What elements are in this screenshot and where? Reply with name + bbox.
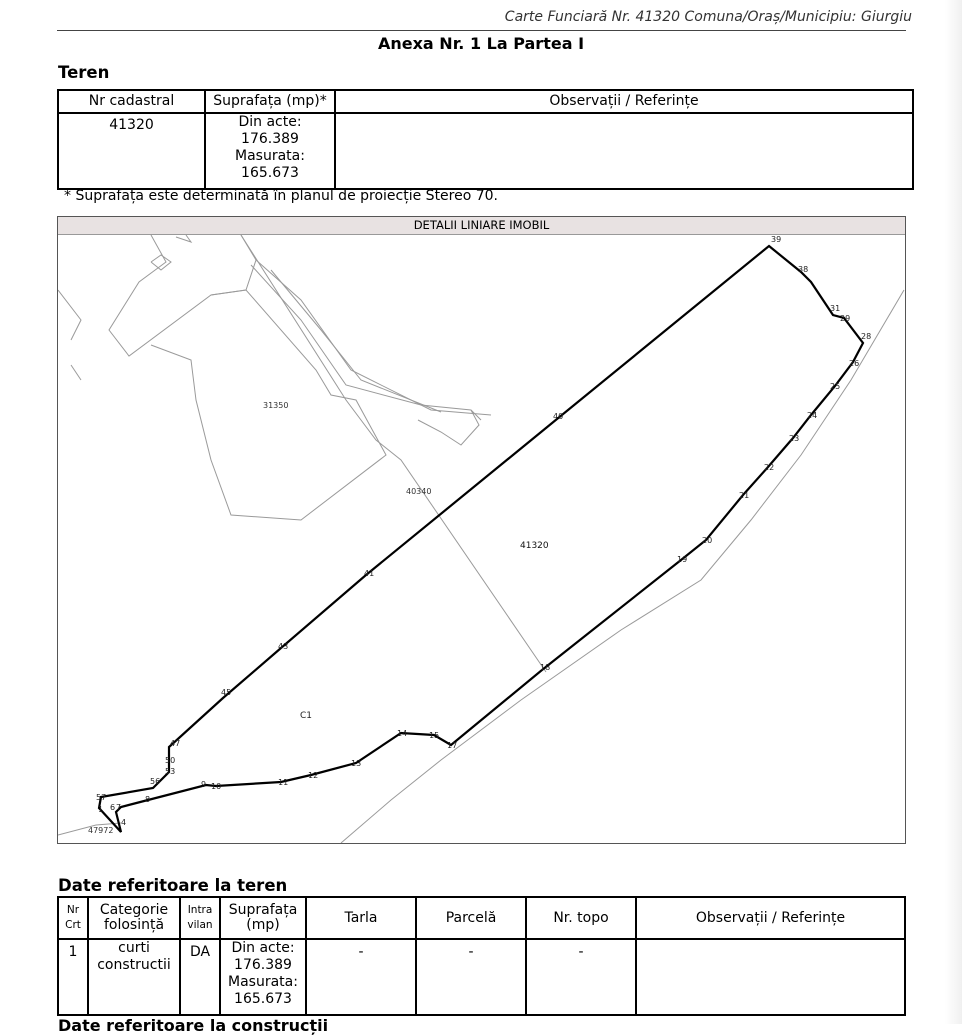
svg-text:31: 31 <box>830 304 841 313</box>
point-labels <box>96 235 871 827</box>
svg-text:53: 53 <box>165 767 176 776</box>
svg-text:4: 4 <box>121 818 127 827</box>
cell-nr: 1 <box>58 939 88 1015</box>
neighbor-parcels <box>58 235 904 843</box>
svg-text:15: 15 <box>429 731 440 740</box>
svg-text:19: 19 <box>677 555 688 564</box>
label-31350: 31350 <box>263 401 289 410</box>
col-observatii-teren: Observații / Referințe <box>636 897 905 939</box>
label-building-c1: C1 <box>300 711 313 721</box>
col-parcela: Parcelă <box>416 897 526 939</box>
col-suprafata-line1: Suprafața <box>228 902 298 918</box>
cell-tarla: - <box>306 939 416 1015</box>
projection-note: * Suprafața este determinată în planul de proiecție Stereo 70. <box>64 188 499 204</box>
cell-observatii <box>335 113 913 189</box>
col-suprafata: Suprafața (mp)* <box>205 90 335 113</box>
area-measured-value: 165.673 <box>241 165 299 181</box>
row-area-measured-label: Masurata: <box>228 974 298 990</box>
cell-intravilan: DA <box>180 939 220 1015</box>
header-rule <box>57 30 906 31</box>
row-area-acte-label: Din acte: <box>231 940 295 956</box>
col-intravilan <box>180 897 220 939</box>
date-teren-section-title: Date referitoare la teren <box>58 876 288 895</box>
parcel-map <box>58 234 905 843</box>
col-suprafata-teren <box>220 897 306 939</box>
svg-text:8: 8 <box>145 795 151 804</box>
annex-title: Anexa Nr. 1 La Partea I <box>377 34 585 53</box>
svg-text:41: 41 <box>364 569 375 578</box>
col-observatii: Observații / Referințe <box>335 90 913 113</box>
cut-off-heading: Date referitoare la construcții <box>58 1016 329 1035</box>
svg-text:6: 6 <box>110 803 116 812</box>
col-intravilan-line2: vilan <box>187 919 213 931</box>
registry-header: Carte Funciară Nr. 41320 Comuna/Oraș/Municipiu: Giurgiu <box>504 9 912 25</box>
teren-row <box>58 113 913 189</box>
svg-text:24: 24 <box>807 411 818 420</box>
col-categorie-line1: Categorie <box>99 902 169 918</box>
col-nr-line1: Nr <box>66 904 80 916</box>
svg-text:38: 38 <box>798 265 809 274</box>
map-title: DETALII LINIARE IMOBIL <box>58 217 905 235</box>
col-categorie <box>88 897 180 939</box>
svg-text:12: 12 <box>308 771 319 780</box>
map-panel <box>57 216 906 844</box>
svg-text:25: 25 <box>830 382 841 391</box>
svg-text:14: 14 <box>397 729 408 738</box>
svg-text:22: 22 <box>764 463 775 472</box>
page-edge <box>945 0 962 1024</box>
teren-table <box>57 89 914 190</box>
area-measured-label: Masurata: <box>235 148 305 164</box>
col-suprafata-line2: (mp) <box>246 917 280 933</box>
cell-cadastral: 41320 <box>58 113 205 189</box>
col-intravilan-line1: Intra <box>187 904 213 916</box>
row-area-acte-value: 176.389 <box>234 957 292 973</box>
parcel-boundary <box>99 246 863 832</box>
cell-nr-topo: - <box>526 939 636 1015</box>
cell-categorie <box>88 939 180 1015</box>
date-teren-header-row <box>58 897 905 939</box>
label-40340: 40340 <box>406 487 432 496</box>
row-area-measured-value: 165.673 <box>234 991 292 1007</box>
svg-text:40: 40 <box>553 412 564 421</box>
area-acte-value: 176.389 <box>241 131 299 147</box>
svg-text:56: 56 <box>150 777 161 786</box>
svg-text:50: 50 <box>165 756 176 765</box>
cell-parcela: - <box>416 939 526 1015</box>
cell-observatii <box>636 939 905 1015</box>
svg-text:20: 20 <box>702 536 713 545</box>
label-47972: 47972 <box>88 826 114 835</box>
svg-text:57: 57 <box>96 793 107 802</box>
col-nr-topo: Nr. topo <box>526 897 636 939</box>
svg-text:11: 11 <box>278 778 289 787</box>
col-categorie-line2: folosință <box>103 917 165 933</box>
svg-text:21: 21 <box>739 491 750 500</box>
svg-text:26: 26 <box>849 359 860 368</box>
svg-text:9: 9 <box>201 780 207 789</box>
svg-text:13: 13 <box>351 759 362 768</box>
svg-text:7: 7 <box>116 803 122 812</box>
svg-text:43: 43 <box>278 642 289 651</box>
svg-text:17: 17 <box>447 741 458 750</box>
svg-text:28: 28 <box>861 332 872 341</box>
categorie-line2: constructii <box>97 957 171 973</box>
teren-header-row <box>58 90 913 113</box>
svg-text:1: 1 <box>98 805 104 814</box>
svg-text:23: 23 <box>789 434 800 443</box>
label-41320: 41320 <box>520 541 549 551</box>
categorie-line1: curti <box>118 940 150 956</box>
teren-section-title: Teren <box>58 63 110 82</box>
svg-text:45: 45 <box>221 688 232 697</box>
svg-text:18: 18 <box>540 663 551 672</box>
svg-text:39: 39 <box>771 235 782 244</box>
col-nr-crt <box>58 897 88 939</box>
cell-area <box>205 113 335 189</box>
svg-text:47: 47 <box>170 739 181 748</box>
col-nr-cadastral: Nr cadastral <box>58 90 205 113</box>
svg-text:10: 10 <box>211 782 222 791</box>
date-teren-table <box>57 896 906 1016</box>
area-acte-label: Din acte: <box>238 114 302 130</box>
date-teren-row <box>58 939 905 1015</box>
col-tarla: Tarla <box>306 897 416 939</box>
svg-text:29: 29 <box>840 314 851 323</box>
col-nr-line2: Crt <box>65 919 81 931</box>
cell-suprafata <box>220 939 306 1015</box>
